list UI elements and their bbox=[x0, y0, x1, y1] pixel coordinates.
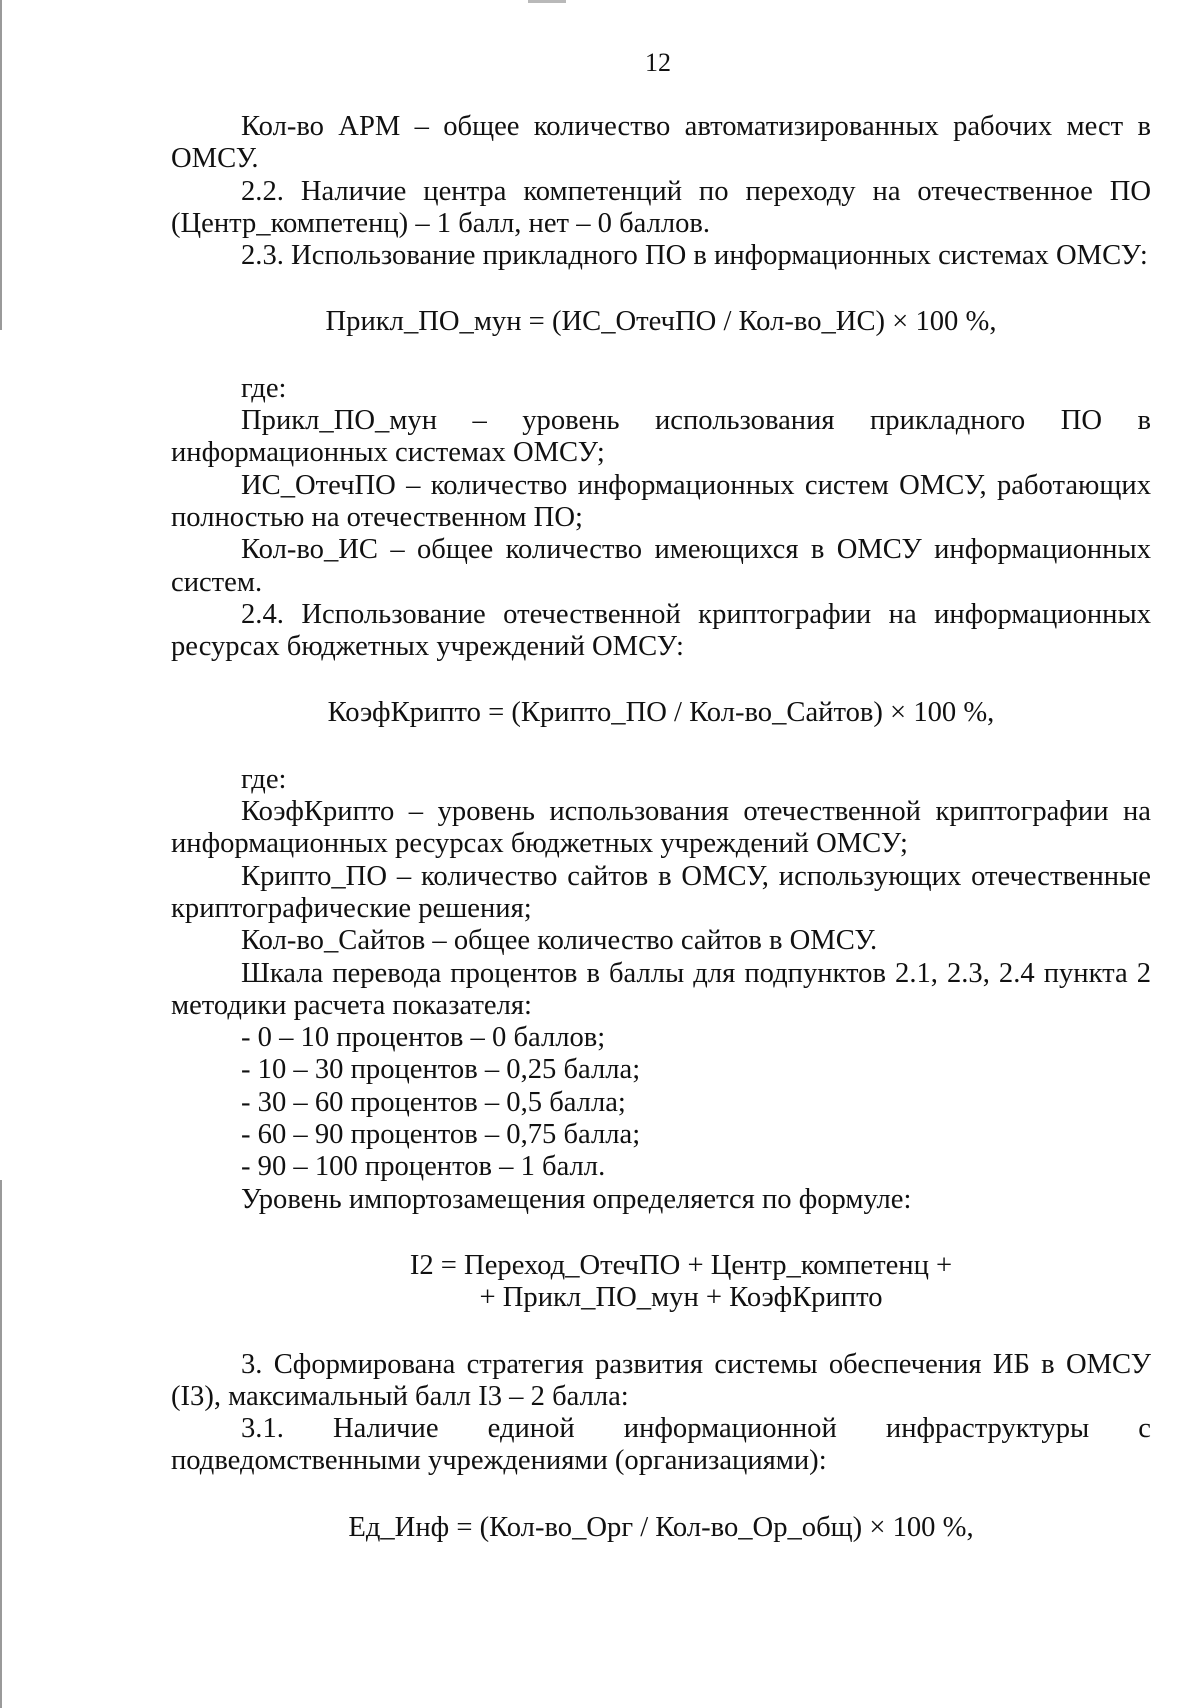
page-number: 12 bbox=[645, 48, 671, 77]
paragraph-arm-definition: Кол-во АРМ – общее количество автоматизированных рабочих мест в ОМСУ. bbox=[171, 111, 1151, 175]
formula-koef-kripto: КоэфКрипто = (Крипто_ПО / Кол-во_Сайтов) × 100 %, bbox=[327, 697, 995, 729]
formula-i2-line-1: I2 = Переход_ОтечПО + Центр_компетенц + bbox=[409, 1249, 953, 1281]
paragraph-2-4: 2.4. Использование отечественной криптографии на информационных ресурсах бюджетных учреждений ОМСУ: bbox=[171, 598, 1151, 663]
scan-artifact-top bbox=[528, 0, 566, 3]
definition-kol-vo-is: Кол-во_ИС – общее количество имеющихся в ОМСУ информационных систем. bbox=[171, 534, 1151, 598]
scan-edge-lower bbox=[0, 1180, 2, 1708]
definition-kol-vo-saitov: Кол-во_Сайтов – общее количество сайтов в ОМСУ. bbox=[241, 925, 878, 957]
formula-ed-inf: Ед_Инф = (Кол-во_Орг / Кол-во_Ор_общ) × 100 %, bbox=[348, 1511, 974, 1543]
formula-i2-line-2: + Прикл_ПО_мун + КоэфКрипто bbox=[479, 1282, 883, 1314]
paragraph-2-3: 2.3. Использование прикладного ПО в информационных системах ОМСУ: bbox=[241, 240, 1148, 272]
definition-is-otech-po: ИС_ОтечПО – количество информационных систем ОМСУ, работающих полностью на отечественном ПО; bbox=[171, 469, 1151, 533]
scale-item: - 90 – 100 процентов – 1 балл. bbox=[241, 1151, 606, 1183]
definition-kripto-po: Крипто_ПО – количество сайтов в ОМСУ, использующих отечественные криптографические решения; bbox=[171, 860, 1151, 924]
scale-item: - 0 – 10 процентов – 0 баллов; bbox=[241, 1022, 606, 1054]
scale-item: - 60 – 90 процентов – 0,75 балла; bbox=[241, 1119, 641, 1151]
definition-koef-kripto: КоэфКрипто – уровень использования отечественной криптографии на информационных ресурсах бюджетных учреждений ОМСУ; bbox=[171, 796, 1151, 860]
scale-item: - 10 – 30 процентов – 0,25 балла; bbox=[241, 1054, 641, 1086]
paragraph-scale-intro: Шкала перевода процентов в баллы для подпунктов 2.1, 2.3, 2.4 пункта 2 методики расчета показателя: bbox=[171, 957, 1151, 1021]
where-label-1: где: bbox=[241, 372, 287, 404]
paragraph-3: 3. Сформирована стратегия развития системы обеспечения ИБ в ОМСУ (I3), максимальный балл I3 – 2 балла: bbox=[171, 1348, 1151, 1412]
paragraph-import-level: Уровень импортозамещения определяется по формуле: bbox=[241, 1183, 912, 1215]
document-body bbox=[171, 111, 1151, 1544]
scale-item: - 30 – 60 процентов – 0,5 балла; bbox=[241, 1086, 626, 1118]
definition-prikl-po: Прикл_ПО_мун – уровень использования прикладного ПО в информационных системах ОМСУ; bbox=[171, 405, 1151, 469]
paragraph-3-1: 3.1. Наличие единой информационной инфраструктуры с подведомственными учреждениями (организациями): bbox=[171, 1413, 1151, 1477]
paragraph-2-2: 2.2. Наличие центра компетенций по переходу на отечественное ПО (Центр_компетенц) – 1 балл, нет – 0 баллов. bbox=[171, 175, 1151, 239]
formula-prikl-po: Прикл_ПО_мун = (ИС_ОтечПО / Кол-во_ИС) × 100 %, bbox=[325, 306, 997, 338]
where-label-2: где: bbox=[241, 763, 287, 795]
